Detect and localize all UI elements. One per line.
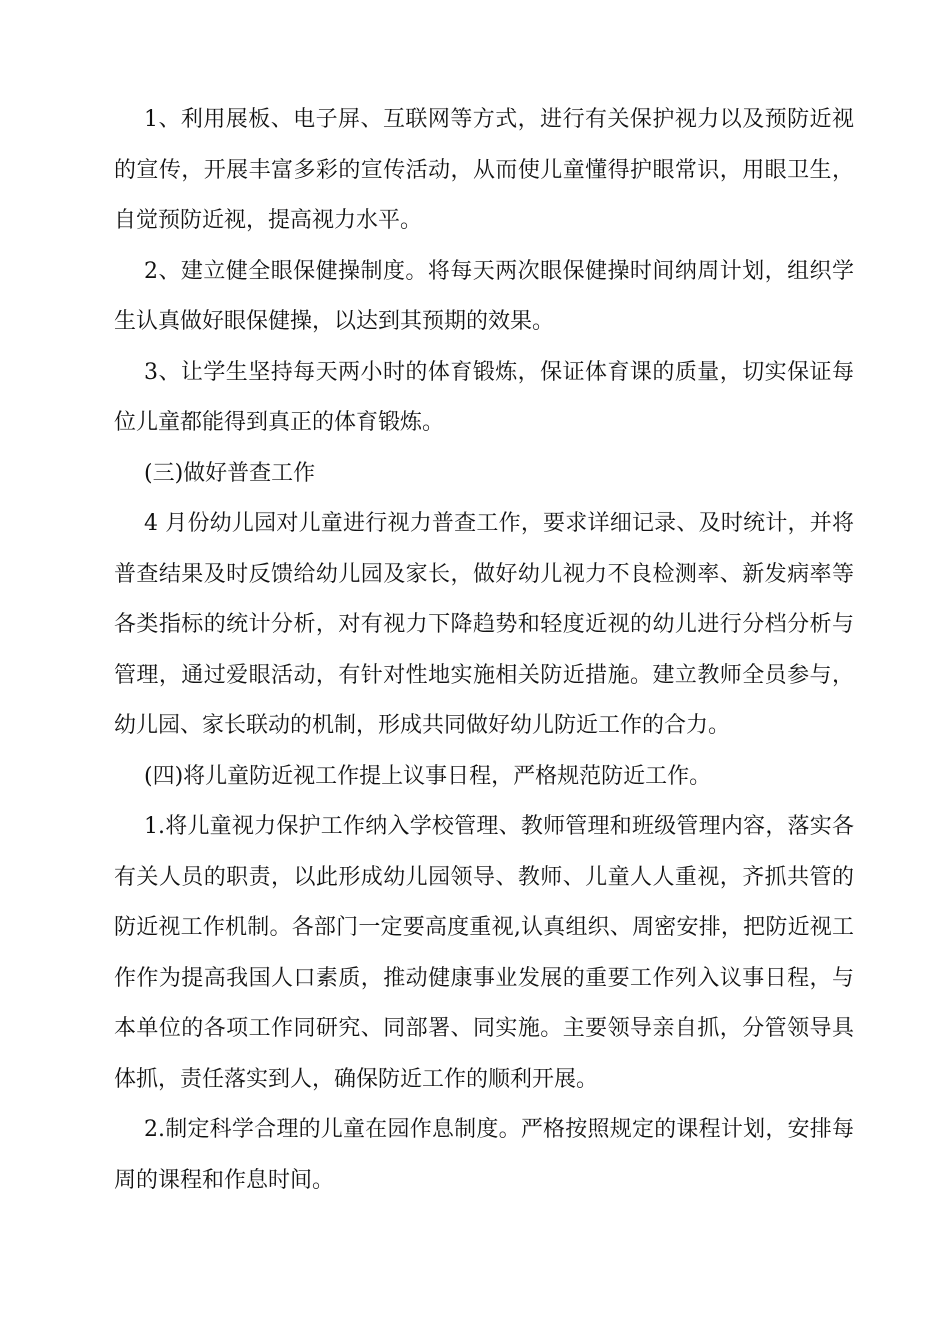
- section-heading-agenda: (四)将儿童防近视工作提上议事日程，严格规范防近工作。: [144, 763, 712, 789]
- paragraph-management: 1.将儿童视力保护工作纳入学校管理、教师管理和班级管理内容，落实各有关人员的职责，以此形成幼儿园领导、教师、儿童人人重视，齐抓共管的防近视工作机制。各部门一定要高度重视,认真组织、周密安排，把防近视工作作为提高我国人口素质，推动健康事业发展的重要工作列入议事日程，与本单位的各项工作同研究、同部署、同实施。主要领导亲自抓，分管领导具体抓，责任落实到人，确保防近工作的顺利开展。: [114, 814, 854, 1092]
- paragraph-eye-exercise: 2、建立健全眼保健操制度。将每天两次眼保健操时间纳周计划，组织学生认真做好眼保健操，以达到其预期的效果。: [114, 258, 854, 334]
- section-heading-screening: (三)做好普查工作: [144, 460, 316, 486]
- paragraph-physical-exercise: 3、让学生坚持每天两小时的体育锻炼，保证体育课的质量，切实保证每位儿童都能得到真正的体育锻炼。: [114, 359, 854, 435]
- paragraph-publicity: 1、利用展板、电子屏、互联网等方式，进行有关保护视力以及预防近视的宣传，开展丰富多彩的宣传活动，从而使儿童懂得护眼常识，用眼卫生，自觉预防近视，提高视力水平。: [114, 107, 854, 233]
- document-body: [114, 95, 854, 1206]
- paragraph-screening: 4 月份幼儿园对儿童进行视力普查工作，要求详细记录、及时统计，并将普查结果及时反馈给幼儿园及家长，做好幼儿视力不良检测率、新发病率等各类指标的统计分析，对有视力下降趋势和轻度近视的幼儿进行分档分析与管理，通过爱眼活动，有针对性地实施相关防近措施。建立教师全员参与，幼儿园、家长联动的机制，形成共同做好幼儿防近工作的合力。: [114, 511, 854, 738]
- paragraph-schedule: 2.制定科学合理的儿童在园作息制度。严格按照规定的课程计划，安排每周的课程和作息时间。: [114, 1117, 854, 1193]
